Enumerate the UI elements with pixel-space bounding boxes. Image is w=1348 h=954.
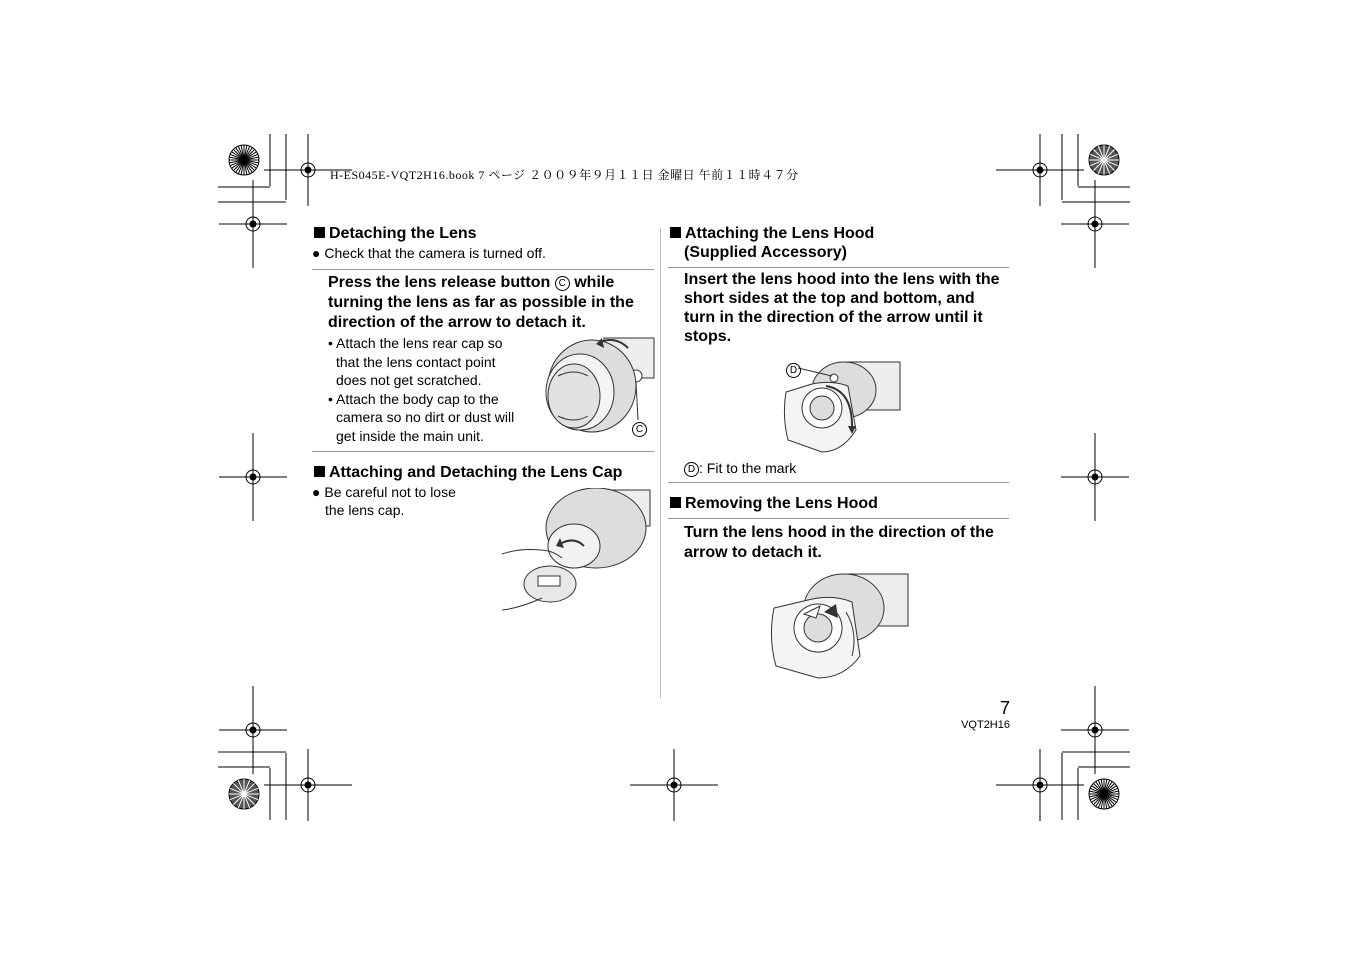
page-number: 7	[999, 698, 1010, 718]
column-divider	[660, 228, 661, 698]
square-bullet-icon	[314, 227, 325, 238]
note-item: • Attach the lens rear cap so that the lens contact point does not get scratched.	[328, 335, 503, 388]
starburst-mark	[1089, 145, 1119, 175]
starburst-mark	[229, 145, 259, 175]
divider	[668, 482, 1009, 483]
square-bullet-icon	[670, 227, 681, 238]
dot-bullet-icon: ●	[312, 245, 321, 261]
registration-mark	[1061, 180, 1129, 268]
divider	[312, 269, 654, 270]
section-removing-hood	[668, 494, 1010, 513]
detach-instruction: Press the lens release button C while turning the lens as far as possible in the direction of the arrow to detach it.	[328, 274, 634, 331]
marker-d-icon: D	[684, 462, 699, 477]
starburst-mark	[229, 779, 259, 809]
figure-label-d: D	[786, 361, 801, 379]
registration-mark	[264, 749, 352, 821]
divider	[668, 267, 1009, 268]
square-bullet-icon	[670, 497, 681, 508]
caution-bullet: ● Be careful not to lose	[312, 484, 456, 500]
doc-code: VQT2H16	[961, 719, 1010, 731]
section-lens-cap: Attaching and Detaching the Lens Cap ● Be careful not to lose the lens cap.	[312, 463, 654, 519]
registration-mark	[219, 433, 287, 521]
section-attaching-hood: Attaching the Lens Hood (Supplied Accessory)	[668, 224, 1010, 262]
registration-mark	[1061, 686, 1129, 774]
file-info-header: H-ES045E-VQT2H16.book 7 ページ ２００９年９月１１日 金曜日 午前１１時４７分	[330, 168, 799, 182]
note-item: • Attach the body cap to the camera so no dirt or dust will get inside the main unit.	[328, 390, 515, 444]
marker-c-icon: C	[555, 276, 570, 291]
section-title: Detaching the Lens	[312, 224, 654, 243]
check-bullet: ● Check that the camera is turned off.	[312, 245, 546, 261]
fit-mark-caption: D : Fit to the mark	[684, 459, 796, 478]
remove-hood-instruction: Turn the lens hood in the direction of the arrow to detach it.	[684, 524, 994, 561]
section-title: Attaching the Lens Hood	[668, 224, 1010, 243]
section-detaching-lens	[312, 224, 654, 262]
starburst-mark	[1089, 779, 1119, 809]
divider	[668, 518, 1009, 519]
registration-mark	[1061, 433, 1129, 521]
dot-bullet-icon: ●	[312, 484, 321, 500]
registration-mark	[219, 686, 287, 774]
lens-cap-illustration	[500, 488, 654, 614]
divider	[312, 451, 654, 452]
registration-mark	[996, 749, 1084, 821]
figure-label-c: C	[632, 420, 647, 438]
registration-mark	[219, 180, 287, 268]
section-title: Attaching and Detaching the Lens Cap	[312, 463, 654, 482]
detach-notes	[328, 334, 533, 445]
attach-hood-instruction: Insert the lens hood into the lens with the short sides at the top and bottom, and turn in the direction of the arrow until it stops.	[684, 271, 1000, 345]
registration-mark	[996, 134, 1084, 206]
section-title: Removing the Lens Hood	[668, 494, 1010, 513]
hood-remove-illustration	[768, 572, 912, 682]
square-bullet-icon	[314, 466, 325, 477]
registration-mark	[630, 749, 718, 821]
